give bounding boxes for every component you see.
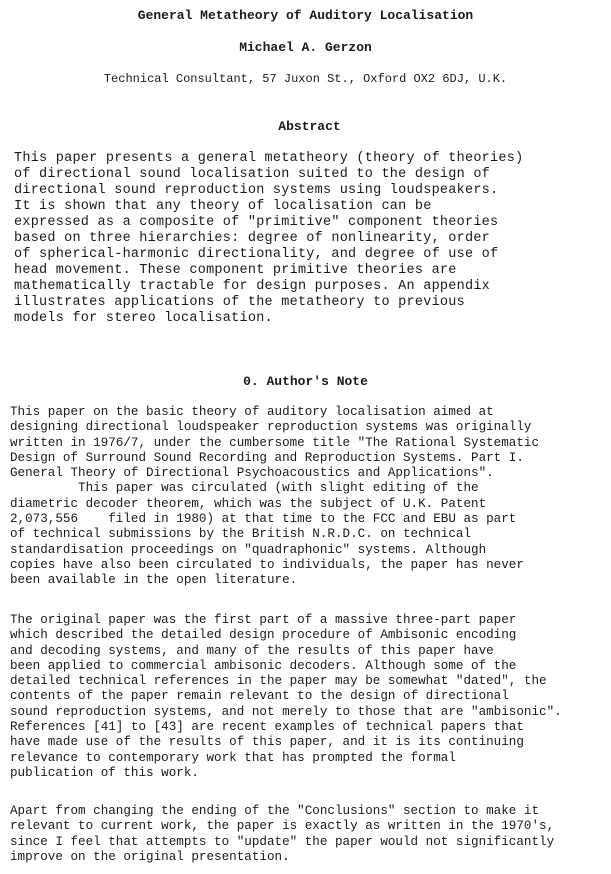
abstract-line: expressed as a composite of "primitive" component theories [14, 215, 499, 230]
abstract-line: based on three hierarchies: degree of nonlinearity, order [14, 231, 491, 246]
author-name: Michael A. Gerzon [239, 40, 372, 55]
body-line: detailed technical references in the paper may be somewhat "dated", the [10, 674, 547, 689]
body-line: of technical submissions by the British N.R.D.C. on technical [10, 527, 472, 542]
abstract-line: It is shown that any theory of localisation can be [14, 199, 432, 214]
body-line: designing directional loudspeaker reproduction systems was originally [10, 420, 532, 435]
body-line: relevant to current work, the paper is exactly as written in the 1970's, [10, 819, 555, 834]
paragraph-1 [10, 405, 610, 589]
abstract-line: This paper presents a general metatheory (theory of theories) [14, 151, 524, 166]
body-line: diametric decoder theorem, which was the subject of U.K. Patent [10, 496, 487, 511]
body-line: General Theory of Directional Psychoacoustics and Applications". [10, 466, 494, 481]
body-line: The original paper was the first part of a massive three-part paper [10, 613, 517, 627]
body-line: 2,073,556 filed in 1980) at that time to the FCC and EBU as part [10, 512, 517, 527]
author-affiliation: Technical Consultant, 57 Juxon St., Oxford OX2 6DJ, U.K. [103, 72, 508, 86]
body-line: contents of the paper remain relevant to the design of directional [10, 689, 509, 704]
body-line: copies have also been circulated to individuals, the paper has never [10, 557, 524, 572]
body-line: written in 1976/7, under the cumbersome title "The Rational Systematic [10, 435, 540, 450]
body-line: have made use of the results of this paper, and it is its continuing [10, 735, 524, 750]
abstract-body [14, 151, 609, 327]
abstract-line: models for stereo localisation. [14, 311, 273, 326]
abstract-line: of directional sound localisation suited to the design of [14, 167, 491, 182]
body-line: sound reproduction systems, and not merely to those that are "ambisonic". [10, 704, 562, 719]
abstract-line: directional sound reproduction systems using loudspeakers. [14, 183, 499, 198]
body-line: Apart from changing the ending of the "Conclusions" section to make it [10, 804, 540, 818]
body-line: since I feel that attempts to "update" the paper would not significantly [10, 834, 555, 849]
abstract-line: illustrates applications of the metatheory to previous [14, 295, 465, 310]
paragraph-3 [10, 804, 610, 865]
body-line: improve on the original presentation. [10, 849, 290, 864]
body-line: publication of this work. [10, 765, 199, 780]
section-heading: 0. Author's Note [243, 374, 368, 389]
abstract-line: head movement. These component primitive theories are [14, 263, 457, 278]
abstract-line: of spherical-harmonic directionality, and degree of use of [14, 247, 499, 262]
body-line: standardisation proceedings on "quadraphonic" systems. Although [10, 542, 487, 557]
body-line: This paper on the basic theory of auditory localisation aimed at [10, 405, 494, 419]
body-line: This paper was circulated (with slight editing of the [10, 481, 479, 496]
body-line: been applied to commercial ambisonic decoders. Although some of the [10, 658, 517, 673]
body-line: relevance to contemporary work that has prompted the formal [10, 750, 456, 765]
body-line: which described the detailed design procedure of Ambisonic encoding [10, 628, 517, 643]
body-line: and decoding systems, and many of the results of this paper have [10, 643, 494, 658]
abstract-line: mathematically tractable for design purposes. An appendix [14, 279, 491, 294]
body-line: been available in the open literature. [10, 573, 298, 588]
body-line: References [41] to [43] are recent examples of technical papers that [10, 720, 524, 735]
paragraph-2 [10, 613, 610, 781]
paper-title: General Metatheory of Auditory Localisation [137, 8, 474, 23]
body-line: Design of Surround Sound Recording and Reproduction Systems. Part I. [10, 450, 524, 465]
abstract-heading: Abstract [278, 119, 341, 134]
